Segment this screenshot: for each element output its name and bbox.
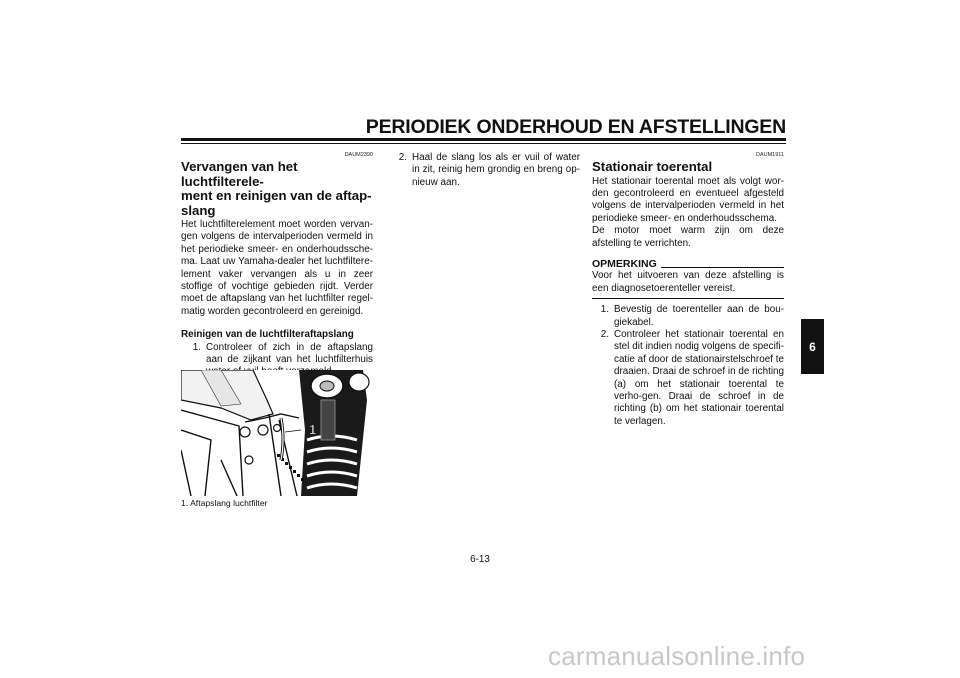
section-code: DAUM2390: [344, 152, 373, 158]
drain-hose-photo: [181, 370, 373, 496]
intro-paragraph: Het luchtfilterelement moet worden vervan-gen volgens de intervalperioden vermeld in het periodieke smeer- en onderhoudssche-ma. Laat uw Yamaha-dealer het luchtfiltere-lement vaker vervangen als u in zeer stoffige of vochtige gebieden rijdt. Verder moet de aftapslang van het luchtfilter regel-matig worden gecontroleerd en gereinigd.: [181, 219, 373, 317]
header-rule-thin: [181, 143, 786, 144]
note-rule: [661, 267, 784, 268]
heading-line: slang: [181, 202, 216, 218]
note-text: Voor het uitvoeren van deze afstelling is een diagnosetoerenteller vereist.: [592, 270, 784, 294]
note-heading: [592, 258, 784, 270]
warmup-paragraph: De motor moet warm zijn om deze afstelling te verrichten.: [592, 225, 784, 249]
photo-caption: 1. Aftapslang luchtfilter: [181, 498, 268, 508]
page-number: 6-13: [470, 554, 490, 565]
left-column: [181, 152, 373, 379]
list-number: 1.: [192, 341, 201, 353]
list-number: 1.: [600, 304, 609, 316]
list-item: [392, 152, 580, 189]
middle-column: [392, 152, 580, 189]
page-header-title: PERIODIEK ONDERHOUD EN AFSTELLINGEN: [365, 116, 786, 138]
list-text: Controleer het stationair toerental en stel dit indien nodig volgens de specifi-catie af door de stationairstelschroef te draaien. Draai de schroef in de richting (a) om het stationair toerental te verho-gen. Draai de schroef in de richting (b) om het stationair toerental te verlagen.: [614, 328, 784, 427]
right-column: [592, 152, 784, 428]
photo-callout-number: 1: [309, 422, 317, 437]
list-number: 2.: [600, 328, 609, 340]
chapter-tab: 6: [801, 319, 824, 374]
list-text: Bevestig de toerenteller aan de bou-giekabel.: [614, 304, 784, 328]
subheading-drain-hose: Reinigen van de luchtfilteraftapslang: [181, 329, 354, 341]
heading-line: Vervangen van het luchtfilterele-: [181, 159, 298, 189]
header-rule-thick: [181, 138, 786, 141]
note-label: OPMERKING: [592, 257, 657, 270]
list-text: Controleer of zich in de aftapslang aan de zijkant van het luchtfilterhuis: [206, 341, 373, 366]
section-code: DAUM1911: [755, 152, 784, 158]
section-heading-air-filter: [181, 160, 373, 218]
note-separator: [592, 298, 784, 299]
list-item: [592, 329, 784, 428]
heading-line: ment en reinigen van de aftap-: [181, 188, 372, 203]
watermark-text: carmanualsonline.info: [548, 641, 806, 671]
intro-paragraph: Het stationair toerental moet als volgt wor-den gecontroleerd en eventueel afgesteld volgens de intervalperioden vermeld in het periodieke smeer- en onderhoudsschema.: [592, 175, 784, 224]
list-item: [592, 304, 784, 329]
list-text: Haal de slang los als er vuil of water in zit, reinig hem grondig en breng op-nieuw aan.: [412, 152, 580, 188]
section-heading-idle-speed: Stationair toerental: [592, 159, 713, 174]
list-number: 2.: [398, 152, 407, 163]
